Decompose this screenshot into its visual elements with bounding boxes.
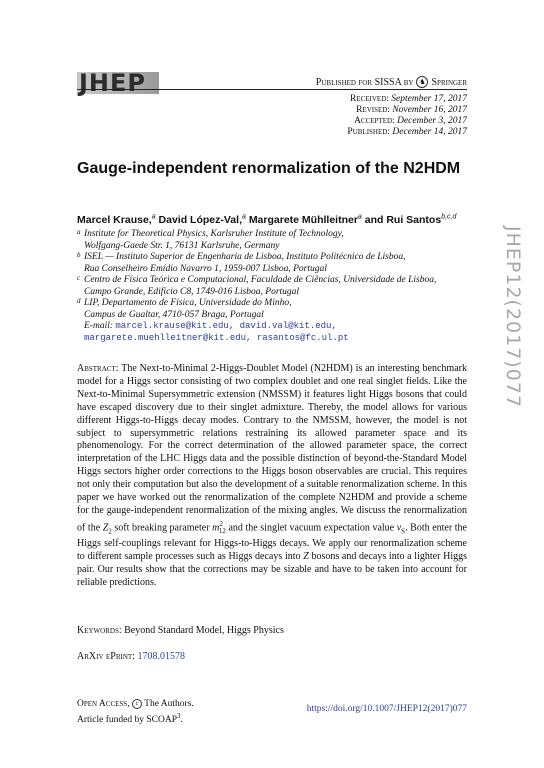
date-revised: Revised: November 16, 2017 bbox=[356, 105, 467, 115]
affiliation-a: a Institute for Theoretical Physics, Karlsruher Institute of Technology, Wolfgang-Gaede Str. 1, 76131 Karlsruhe, Germany bbox=[77, 228, 344, 251]
published-for-text: Published for SISSA by bbox=[315, 76, 414, 88]
author-4: and Rui Santos$^{b,c,d}$ bbox=[364, 213, 457, 226]
email-block bbox=[77, 321, 477, 344]
arxiv-eprint bbox=[77, 651, 185, 662]
date-received: Received: September 17, 2017 bbox=[349, 94, 467, 104]
open-access-note: Open Access, c The Authors. Article funded by SCOAP$^3$. bbox=[77, 699, 194, 726]
affiliations bbox=[77, 229, 477, 344]
publisher-name: Springer bbox=[431, 76, 467, 88]
abstract: Abstract: The Next-to-Minimal 2-Higgs-Doublet Model (N2HDM) is an interesting benchmark model for a Higgs sector consisting of two complex doublet and one real singlet fields. Like the Next-to-Minimal Supersymmetric extension (NMSSM) it features light Higgs bosons that could have escaped discovery due to their singlet admixture. Thereby, the model allows for various different Higgs-to-Higgs decay modes. Contrary to the NMSSM, however, the model is not subject to supersymmetric relations restraining its allowed parameter space and its phenomenology. For the correct determination of the allowed parameter space, the correct interpretation of the LHC Higgs data and the possible distinction of beyond-the-Standard Model Higgs sectors higher order corrections to the Higgs boson observables are crucial. This requires not only their computation but also the development of a suitable renormalization scheme. In this paper we have worked out the renormalization of the complete N2HDM and provide a scheme for the gauge-independent renormalization of the mixing angles. We discuss the renormalization of the $Z_2$ soft breaking parameter $m^2_{12}$ and the singlet vacuum expectation value $v_S$. Both enter the Higgs self-couplings relevant for Higgs-to-Higgs decays. We apply our renormalization scheme to different sample processes such as Higgs decays into Z bosons and decays into a lighter Higgs pair. Our results show that the corrections may be sizable and have to be taken into account for reliable predictions. bbox=[77, 363, 467, 588]
eprint-label: ArXiv ePrint: bbox=[77, 651, 135, 662]
copyright-icon: c bbox=[132, 699, 142, 709]
keywords bbox=[77, 625, 284, 636]
paper-title: Gauge-independent renormalization of the N2HDM bbox=[77, 160, 461, 177]
keywords-value: Beyond Standard Model, Higgs Physics bbox=[124, 625, 284, 636]
publication-dates bbox=[347, 94, 467, 138]
author-1: Marcel Krause,$^a$ bbox=[77, 213, 156, 226]
side-journal-text: JHEP12(2017)077 bbox=[502, 226, 524, 408]
date-published: Published: December 14, 2017 bbox=[347, 127, 467, 137]
logo-text: JHEP bbox=[79, 69, 146, 97]
date-accepted: Accepted: December 3, 2017 bbox=[354, 116, 467, 126]
jhep-logo bbox=[77, 68, 159, 98]
abstract-label: Abstract: bbox=[77, 363, 119, 374]
eprint-link[interactable]: 1708.01578 bbox=[137, 651, 185, 662]
published-for-line bbox=[316, 76, 467, 88]
springer-icon: ♞ bbox=[416, 76, 428, 88]
author-2: David López-Val,$^a$ bbox=[158, 213, 246, 226]
keywords-label: Keywords: bbox=[77, 625, 122, 636]
affiliation-d: d LIP, Departamento de Física, Universidade do Minho, Campus de Gualtar, 4710-057 Braga, Portugal bbox=[77, 297, 292, 320]
doi-link[interactable]: https://doi.org/10.1007/JHEP12(2017)077 bbox=[306, 704, 467, 714]
affiliation-b: b ISEL — Instituto Superior de Engenharia de Lisboa, Instituto Politécnico de Lisboa, Rua Conselheiro Emídio Navarro 1, 1959-007 Lisboa, Portugal bbox=[77, 251, 406, 274]
author-3: Margarete Mühlleitner$^a$ bbox=[248, 213, 362, 226]
email-links-1[interactable]: marcel.krause@kit.edu, david.val@kit.edu, bbox=[115, 321, 337, 331]
affiliation-c: c Centro de Física Teórica e Computacional, Faculdade de Ciências, Universidade de Lisboa, Campo Grande, Edifício C8, 1749-016 Lisboa, Portugal bbox=[77, 274, 437, 297]
email-links-2[interactable]: margarete.muehlleitner@kit.edu, rasantos@fc.ul.pt bbox=[84, 332, 349, 343]
header-rule bbox=[77, 89, 467, 90]
email-label: E-mail: bbox=[84, 321, 114, 331]
side-journal-label bbox=[496, 226, 526, 496]
author-list bbox=[77, 213, 456, 226]
